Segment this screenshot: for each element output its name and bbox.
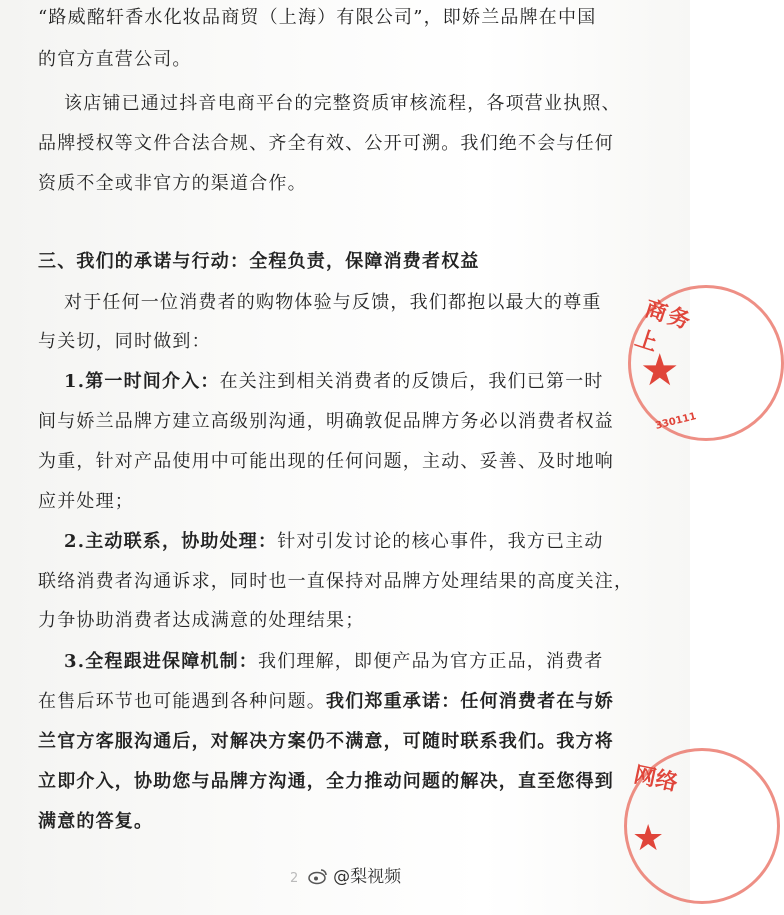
seal-code: 330111	[654, 411, 698, 432]
section-heading: 三、我们的承诺与行动：全程负责，保障消费者权益	[38, 251, 480, 272]
paragraph-line	[64, 530, 604, 554]
watermark-text: @梨视频	[333, 867, 402, 887]
item-3-text: 在售后环节也可能遇到各种问题。	[38, 691, 326, 712]
paragraph-line: 联络消费者沟通诉求，同时也一直保持对品牌方处理结果的高度关注，	[38, 571, 634, 592]
item-3-text: 我们理解，即便产品为官方正品，消费者	[258, 651, 604, 672]
paragraph-line: 兰官方客服沟通后，对解决方案仍不满意，可随时联系我们。我方将	[38, 731, 614, 752]
item-2-text: 针对引发讨论的核心事件，我方已主动	[277, 531, 604, 552]
bottom-seal-text: 网络	[631, 762, 680, 797]
item-3-title: 3.全程跟进保障机制：	[64, 651, 258, 672]
paragraph-line: 与关切，同时做到：	[38, 331, 211, 352]
company-seal-text: 商务上	[631, 296, 695, 358]
paragraph-line: 的官方直营公司。	[38, 49, 192, 70]
paragraph-line: 立即介入，协助您与品牌方沟通，全力推动问题的解决，直至您得到	[38, 771, 614, 792]
paragraph-line: 为重，针对产品使用中可能出现的任何问题，主动、妥善、及时地响	[38, 451, 614, 472]
footer-watermark	[290, 862, 401, 887]
item-2-title: 2.主动联系，协助处理：	[64, 531, 278, 552]
commitment-text: 我们郑重承诺：任何消费者在与娇	[326, 691, 614, 712]
paragraph-line: 力争协助消费者达成满意的处理结果；	[38, 610, 365, 631]
weibo-icon	[308, 868, 328, 884]
paragraph-line: 满意的答复。	[38, 811, 154, 832]
paragraph-line: 间与娇兰品牌方建立高级别沟通，明确敦促品牌方务必以消费者权益	[38, 411, 614, 432]
page-number: 2	[290, 871, 299, 886]
paragraph-line: 品牌授权等文件合法合规、齐全有效、公开可溯。我们绝不会与任何	[38, 133, 614, 154]
item-1-title: 1.第一时间介入：	[64, 371, 220, 392]
paragraph-line: 应并处理；	[38, 491, 134, 512]
item-1-text: 在关注到相关消费者的反馈后，我们已第一时	[219, 371, 604, 392]
paragraph-line: 对于任何一位消费者的购物体验与反馈，我们都抱以最大的尊重	[64, 292, 602, 313]
paragraph-line: 资质不全或非官方的渠道合作。	[38, 173, 307, 194]
paragraph-line: “路威酩轩香水化妆品商贸（上海）有限公司”，即娇兰品牌在中国	[38, 7, 597, 28]
paragraph-line	[64, 650, 604, 674]
paragraph-line: 该店铺已通过抖音电商平台的完整资质审核流程，各项营业执照、	[64, 93, 621, 114]
paragraph-line	[64, 370, 604, 394]
star-icon: ★	[640, 345, 680, 396]
paragraph-line	[38, 690, 614, 714]
star-icon: ★	[632, 818, 665, 859]
